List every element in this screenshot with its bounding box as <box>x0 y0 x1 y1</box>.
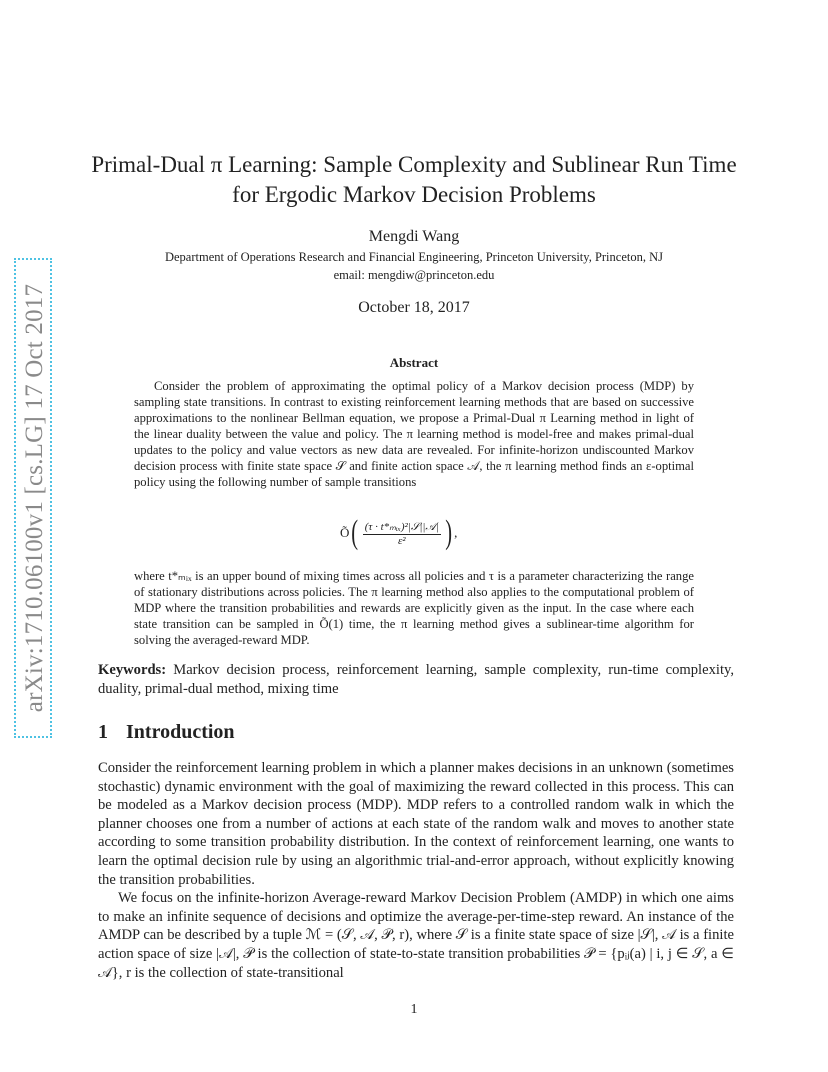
page-number: 1 <box>410 1002 418 1017</box>
formula-left-paren: ( <box>351 514 359 551</box>
abstract-paragraph-2 <box>134 568 694 648</box>
formula-suffix: , <box>454 525 458 540</box>
formula-right-paren: ) <box>445 514 452 551</box>
keywords-block <box>98 661 734 698</box>
abstract-text-1: Consider the problem of approximating the optimal policy of a Markov decision process (MDP) by sampling state transitions. In contrast to existing reinforcement learning methods that are based on successive approximations to the nonlinear Bellman equation, we propose a Primal-Dual π Learning method in light of the linear duality between the value and policy. The π learning method is model-free and makes primal-dual updates to the policy and value vectors as new data are revealed. For infinite-horizon undiscounted Markov decision process with finite state space 𝒮 and finite action space 𝒜, the π learning method finds an ε-optimal policy using the following number of sample transitions <box>134 379 694 489</box>
keywords-label: Keywords: <box>98 662 167 678</box>
arxiv-identifier[interactable]: arXiv:1710.06100v1 [cs.LG] 17 Oct 2017 <box>21 283 48 713</box>
author-email[interactable]: email: mengdiw@princeton.edu <box>333 268 495 282</box>
formula-numerator: (τ · t*ₘᵢₓ)²|𝒮||𝒜| <box>364 520 439 533</box>
paper-date: October 18, 2017 <box>358 299 470 316</box>
section-heading <box>98 721 235 744</box>
introduction-body <box>98 759 734 982</box>
paper-title: Primal-Dual π Learning: Sample Complexity and Sublinear Run Time for Ergodic Markov Decision Problems <box>91 152 737 207</box>
abstract-text-2: where t*ₘᵢₓ is an upper bound of mixing times across all policies and τ is a parameter characterizing the range of stationary distributions across policies. The π learning method also applies to the computational problem of MDP where the transition probabilities and rewards are explicitly given as the input. In the case where each state transition can be sampled in Õ(1) time, the π learning method gives a sublinear-time algorithm for solving the averaged-reward MDP. <box>134 569 694 647</box>
author-name: Mengdi Wang <box>368 228 460 245</box>
section-title: Introduction <box>126 721 235 743</box>
formula-prefix: Õ <box>340 525 350 540</box>
section-number: 1 <box>98 721 108 743</box>
abstract-paragraph-1 <box>134 378 694 490</box>
formula-fraction <box>363 520 441 547</box>
sample-complexity-formula <box>340 516 457 550</box>
abstract-heading: Abstract <box>389 355 439 370</box>
author-affiliation: Department of Operations Research and Financial Engineering, Princeton University, Princeton, NJ <box>164 250 663 264</box>
intro-paragraph-1: Consider the reinforcement learning problem in which a planner makes decisions in an unknown (sometimes stochastic) dynamic environment with the goal of maximizing the reward collected in this process. This can be modeled as a Markov decision process (MDP). MDP refers to a controlled random walk in which the planner chooses one from a number of actions at each state of the random walk and moves to another state according to some transition probability distribution. In the context of reinforcement learning, one wants to learn the optimal decision rule by using an algorithmic trial-and-error approach, without explicitly knowing the transition probabilities. <box>98 760 734 888</box>
keywords-text: Markov decision process, reinforcement learning, sample complexity, run-time complexity, duality, primal-dual method, mixing time <box>98 662 734 697</box>
formula-denominator: ε² <box>397 534 406 547</box>
intro-paragraph-2: We focus on the infinite-horizon Average-reward Markov Decision Problem (AMDP) in which one aims to make an infinite sequence of decisions and optimize the average-per-time-step reward. An instance of the AMDP can be described by a tuple ℳ = (𝒮, 𝒜, 𝒫, r), where 𝒮 is a finite state space of size |𝒮|, 𝒜 is a finite action space of size |𝒜|, 𝒫 is the collection of state-to-state transition probabilities 𝒫 = {pᵢⱼ(a) | i, j ∈ 𝒮, a ∈ 𝒜}, r is the collection of state-transitional <box>98 890 734 981</box>
